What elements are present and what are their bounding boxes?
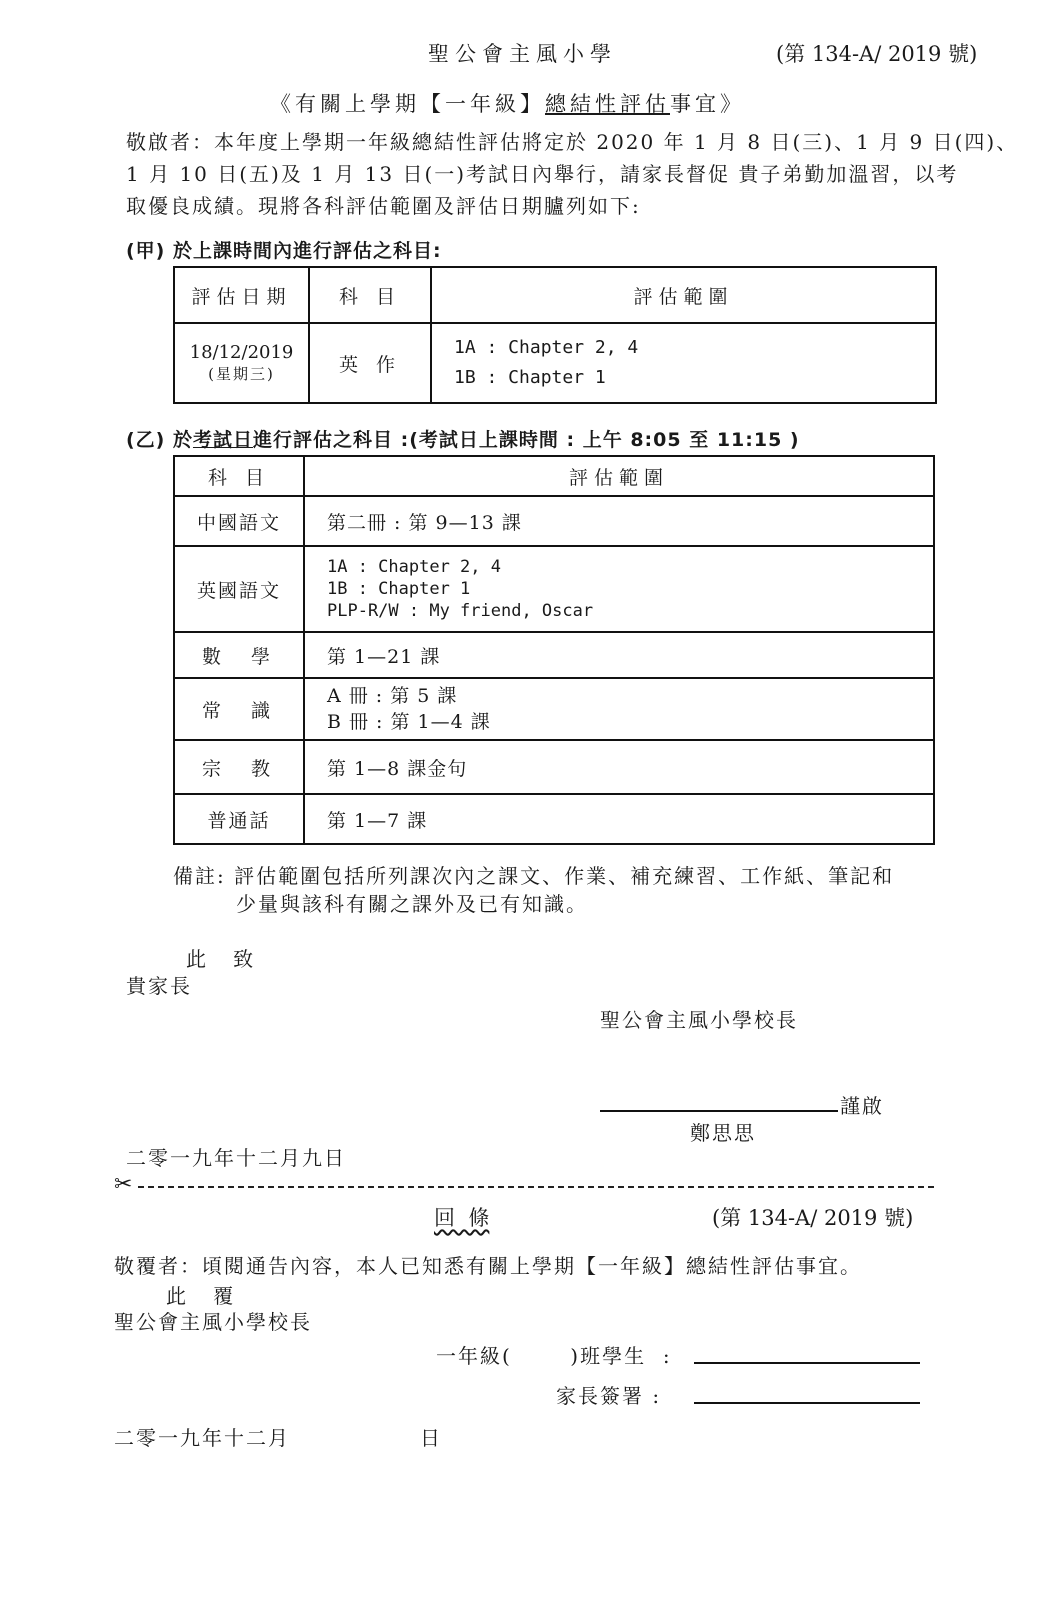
scope-line: 1A : Chapter 2, 4 (327, 557, 501, 577)
notice-title (270, 88, 745, 118)
title-underlined: 總結性評估 (545, 92, 670, 116)
section-b-suffix: 進行評估之科目 :(考試日上課時間 : 上午 8:05 至 11:15 ) (253, 429, 800, 451)
subject-religion: 宗 教 (174, 740, 304, 794)
notice-number: (第 134-A/ 2019 號) (776, 42, 978, 66)
cut-line (138, 1186, 934, 1188)
class-student-field[interactable] (694, 1362, 920, 1364)
scope-general-studies (304, 678, 934, 740)
notice-date: 二零一九年十二月九日 (126, 1146, 346, 1170)
salute-parents: 貴家長 (126, 974, 192, 998)
scope-religion: 第 1—8 課金句 (304, 740, 934, 794)
subject-chinese: 中國語文 (174, 496, 304, 546)
scope-line: A 冊 : 第 5 課 (327, 685, 458, 707)
class-student-label: 一年級( )班學生 : (436, 1344, 672, 1368)
row-date-cell (174, 323, 309, 403)
section-b-table (173, 455, 935, 845)
signature-line (600, 1110, 838, 1112)
remark-line-1: 備註: 評估範圍包括所列課次內之課文、作業、補充練習、工作紙、筆記和 (173, 864, 895, 888)
subject-general-studies: 常 識 (174, 678, 304, 740)
section-a-heading: (甲) 於上課時間內進行評估之科目: (126, 240, 442, 262)
parent-signature-field[interactable] (694, 1402, 920, 1404)
reply-recipient: 聖公會主風小學校長 (114, 1310, 312, 1334)
intro-line-2: 1 月 10 日(五)及 1 月 13 日(一)考試日內舉行，請家長督促 貴子弟勤加溫習，以考 (126, 162, 959, 186)
intro-line-1: 敬啟者：本年度上學期一年級總結性評估將定於 2020 年 1 月 8 日(三)、1 月 9 日(四)、 (126, 130, 1019, 154)
subject-english: 英國語文 (174, 546, 304, 632)
scope-line: 1B : Chapter 1 (327, 579, 471, 599)
reply-salute: 此 覆 (166, 1284, 236, 1308)
remark-line-2: 少量與該科有關之課外及已有知識。 (236, 892, 588, 916)
scissors-icon: ✂ (114, 1172, 133, 1197)
header-date: 評估日期 (174, 267, 309, 323)
scope-math: 第 1—21 課 (304, 632, 934, 678)
scope-english (304, 546, 934, 632)
section-b-underlined: 考試日 (192, 429, 253, 451)
row-subject: 英 作 (309, 323, 431, 403)
subject-math: 數 學 (174, 632, 304, 678)
row-scope (431, 323, 936, 403)
reply-title: 回 條 (434, 1206, 490, 1230)
section-a-table (173, 266, 937, 404)
scope-line: PLP-R/W : My friend, Oscar (327, 601, 594, 621)
reply-date-prefix: 二零一九年十二月 (114, 1426, 290, 1450)
salute-to: 此 致 (186, 947, 256, 971)
respectfully: 謹啟 (840, 1094, 884, 1118)
row-date: 18/12/2019 (189, 342, 294, 363)
parent-signature-label: 家長簽署 : (556, 1384, 662, 1408)
header-subject: 科 目 (309, 267, 431, 323)
intro-line-3: 取優良成績。現將各科評估範圍及評估日期臚列如下: (126, 194, 641, 218)
header-subject: 科 目 (174, 456, 304, 496)
reply-date-suffix: 日 (420, 1426, 442, 1450)
school-name: 聖公會主風小學 (428, 42, 617, 66)
scope-line: B 冊 : 第 1—4 課 (327, 711, 491, 733)
principal-name: 鄭思思 (690, 1121, 756, 1145)
header-scope: 評估範圍 (304, 456, 934, 496)
section-b-heading (126, 425, 800, 452)
title-prefix: 《有關上學期【一年級】 (270, 92, 545, 116)
reply-notice-number: (第 134-A/ 2019 號) (712, 1206, 914, 1230)
reply-body: 敬覆者：頃閱通告內容，本人已知悉有關上學期【一年級】總結性評估事宜。 (114, 1254, 862, 1278)
subject-putonghua: 普通話 (174, 794, 304, 844)
principal-title: 聖公會主風小學校長 (600, 1008, 798, 1032)
section-b-prefix: (乙) 於 (126, 429, 193, 451)
row-weekday: (星期三) (208, 365, 275, 383)
scope-chinese: 第二冊 : 第 9—13 課 (304, 496, 934, 546)
scope-line: 1B : Chapter 1 (454, 367, 606, 388)
scope-line: 1A : Chapter 2, 4 (454, 337, 639, 358)
header-scope: 評估範圍 (431, 267, 936, 323)
scope-putonghua: 第 1—7 課 (304, 794, 934, 844)
title-suffix: 事宜》 (670, 92, 745, 116)
